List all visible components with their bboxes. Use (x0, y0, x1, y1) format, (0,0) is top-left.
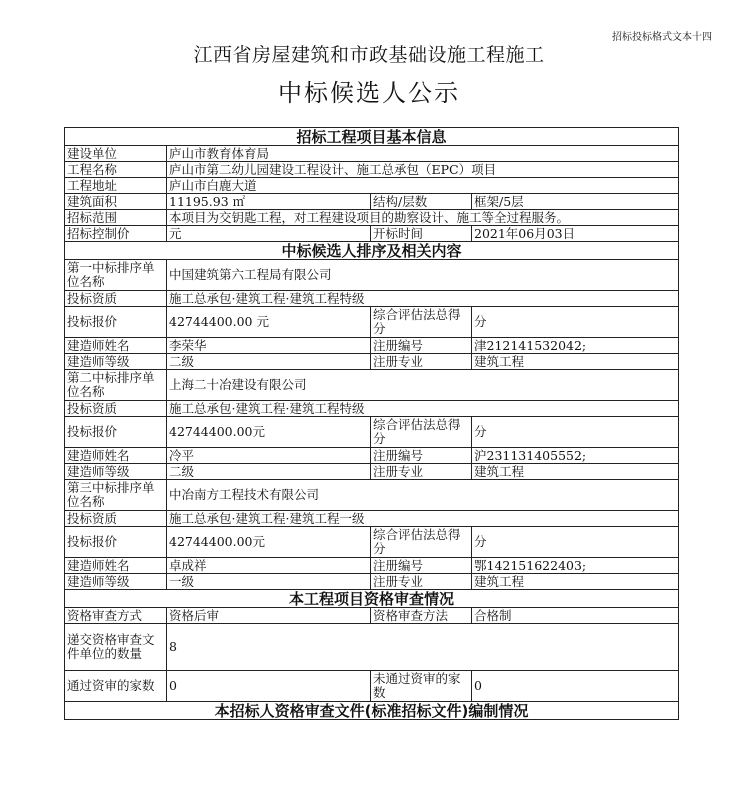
field-label: 建造师等级 (65, 354, 167, 370)
field-label: 招标控制价 (65, 226, 167, 242)
field-label: 投标报价 (65, 307, 167, 338)
candidate-rank-label: 第一中标排序单位名称 (65, 260, 167, 291)
address-value: 庐山市白鹿大道 (167, 178, 679, 194)
announcement-table (64, 127, 679, 720)
field-label: 结构/层数 (371, 194, 472, 210)
field-label: 资格审查方式 (65, 608, 167, 624)
candidate-bid: 42744400.00元 (167, 527, 371, 558)
field-label: 投标报价 (65, 527, 167, 558)
candidate-bid: 42744400.00元 (167, 417, 371, 448)
candidate-builder: 卓成祥 (167, 558, 371, 574)
candidate-builder: 李荣华 (167, 338, 371, 354)
control-price-value: 元 (167, 226, 371, 242)
project-name-value: 庐山市第二幼儿园建设工程设计、施工总承包（EPC）项目 (167, 162, 679, 178)
candidate-major: 建筑工程 (472, 464, 679, 480)
candidate-reg-no: 鄂142151622403; (472, 558, 679, 574)
field-label: 投标资质 (65, 291, 167, 307)
field-label: 建造师姓名 (65, 558, 167, 574)
candidate-company: 中冶南方工程技术有限公司 (167, 480, 679, 511)
candidate-score: 分 (472, 307, 679, 338)
field-label: 投标资质 (65, 401, 167, 417)
field-label: 开标时间 (371, 226, 472, 242)
field-label: 建造师等级 (65, 464, 167, 480)
scope-value: 本项目为交钥匙工程，对工程建设项目的勘察设计、施工等全过程服务。 (167, 210, 679, 226)
passed-count: 0 (167, 671, 371, 702)
field-label: 注册专业 (371, 464, 472, 480)
candidate-score: 分 (472, 527, 679, 558)
candidate-company: 中国建筑第六工程局有限公司 (167, 260, 679, 291)
section-heading-qualification: 本工程项目资格审查情况 (65, 590, 679, 608)
field-label: 综合评估法总得分 (371, 307, 472, 338)
section-heading-candidates: 中标候选人排序及相关内容 (65, 242, 679, 260)
field-label: 招标范围 (65, 210, 167, 226)
failed-count: 0 (472, 671, 679, 702)
field-label: 未通过资审的家数 (371, 671, 472, 702)
field-label: 注册专业 (371, 354, 472, 370)
submitted-count: 8 (167, 624, 679, 671)
field-label: 建设单位 (65, 146, 167, 162)
review-method: 资格后审 (167, 608, 371, 624)
candidate-bid: 42744400.00 元 (167, 307, 371, 338)
candidate-qualification: 施工总承包·建筑工程·建筑工程特级 (167, 401, 679, 417)
area-value: 11195.93 ㎡ (167, 194, 371, 210)
candidate-grade: 二级 (167, 464, 371, 480)
candidate-qualification: 施工总承包·建筑工程·建筑工程特级 (167, 291, 679, 307)
field-label: 建造师姓名 (65, 448, 167, 464)
field-label: 综合评估法总得分 (371, 417, 472, 448)
candidate-major: 建筑工程 (472, 574, 679, 590)
field-label: 注册专业 (371, 574, 472, 590)
field-label: 通过资审的家数 (65, 671, 167, 702)
field-label: 注册编号 (371, 448, 472, 464)
field-label: 综合评估法总得分 (371, 527, 472, 558)
document-subtitle: 中标候选人公示 (278, 79, 460, 107)
candidate-qualification: 施工总承包·建筑工程·建筑工程一级 (167, 511, 679, 527)
field-label: 工程名称 (65, 162, 167, 178)
owner-value: 庐山市教育体育局 (167, 146, 679, 162)
candidate-rank-label: 第二中标排序单位名称 (65, 370, 167, 401)
candidate-grade: 一级 (167, 574, 371, 590)
field-label: 递交资格审查文件单位的数量 (65, 624, 167, 671)
field-label: 注册编号 (371, 338, 472, 354)
field-label: 注册编号 (371, 558, 472, 574)
field-label: 资格审查方法 (371, 608, 472, 624)
section-heading-basic-info: 招标工程项目基本信息 (65, 128, 679, 146)
field-label: 建筑面积 (65, 194, 167, 210)
field-label: 投标报价 (65, 417, 167, 448)
field-label: 投标资质 (65, 511, 167, 527)
candidate-rank-label: 第三中标排序单位名称 (65, 480, 167, 511)
structure-value: 框架/5层 (472, 194, 679, 210)
field-label: 建造师等级 (65, 574, 167, 590)
field-label: 工程地址 (65, 178, 167, 194)
candidate-score: 分 (472, 417, 679, 448)
document-title: 江西省房屋建筑和市政基础设施工程施工 (193, 44, 545, 66)
field-label: 建造师姓名 (65, 338, 167, 354)
candidate-builder: 冷平 (167, 448, 371, 464)
candidate-reg-no: 沪231131405552; (472, 448, 679, 464)
review-approach: 合格制 (472, 608, 679, 624)
document-format-tag: 招标投标格式文本十四 (612, 32, 712, 43)
section-heading-partial: 本招标人资格审查文件(标准招标文件)编制情况 (65, 702, 679, 720)
candidate-major: 建筑工程 (472, 354, 679, 370)
candidate-reg-no: 津212141532042; (472, 338, 679, 354)
candidate-grade: 二级 (167, 354, 371, 370)
opening-time-value: 2021年06月03日 (472, 226, 679, 242)
candidate-company: 上海二十冶建设有限公司 (167, 370, 679, 401)
